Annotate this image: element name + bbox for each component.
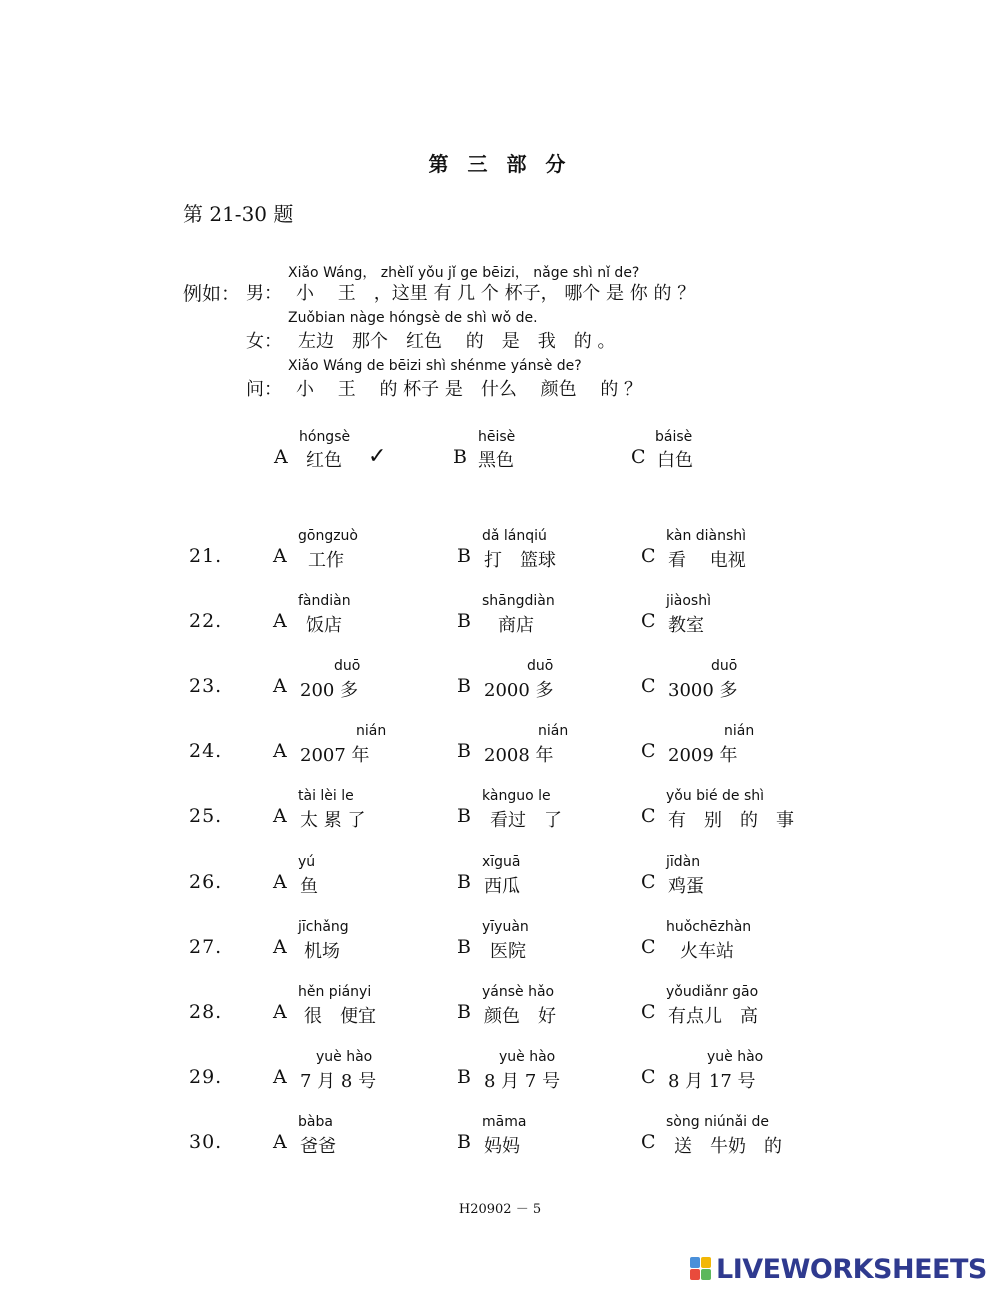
option-c-letter: C (641, 1001, 656, 1023)
option-a-text: 机场 (304, 941, 340, 962)
option-c-text: 火车站 (680, 941, 734, 962)
option-b-letter: B (457, 805, 471, 827)
example-pinyin-3: Xiǎo Wáng de bēizi shì shénme yánsè de? (288, 358, 582, 374)
option-c-pinyin: nián (724, 723, 755, 739)
example-text-2: 左边 那个 红色 的 是 我 的 。 (298, 331, 616, 352)
option-b-text: 8 月 7 号 (484, 1071, 561, 1092)
option-a-text: 饭店 (306, 615, 342, 636)
option-a-text: 7 月 8 号 (300, 1071, 377, 1092)
option-c-pinyin: yuè hào (707, 1049, 764, 1065)
example-option-a-text: 红色 (306, 450, 342, 471)
option-b-pinyin: xīguā (482, 854, 521, 870)
option-a-letter: A (273, 610, 287, 632)
liveworksheets-logo-icon (690, 1257, 712, 1281)
option-b-pinyin: duō (527, 658, 554, 674)
option-c-letter: C (641, 545, 656, 567)
option-c-text: 教室 (668, 615, 704, 636)
example-option-b-text: 黑色 (478, 450, 514, 471)
option-a-pinyin: nián (356, 723, 387, 739)
option-a-pinyin: yú (298, 854, 316, 870)
option-b-pinyin: māma (482, 1114, 527, 1130)
option-b-letter: B (457, 545, 471, 567)
option-c-letter: C (641, 740, 656, 762)
option-a-text: 太 累 了 (300, 810, 366, 831)
checkmark-icon: ✓ (368, 444, 387, 469)
option-c-pinyin: sòng niúnǎi de (666, 1114, 769, 1130)
option-b-text: 看过 了 (490, 810, 562, 831)
example-option-a-pinyin: hóngsè (299, 429, 351, 445)
option-c-pinyin: jīdàn (666, 854, 701, 870)
question-number: 29. (189, 1066, 223, 1088)
question-number: 23. (189, 675, 223, 697)
option-c-pinyin: jiàoshì (666, 593, 711, 609)
option-b-letter: B (457, 740, 471, 762)
option-b-pinyin: yánsè hǎo (482, 984, 555, 1000)
option-b-letter: B (457, 610, 471, 632)
option-b-letter: B (457, 936, 471, 958)
logo-text: LIVEWORKSHEETS (716, 1253, 987, 1285)
option-c-pinyin: yǒu bié de shì (666, 788, 765, 804)
option-c-letter: C (641, 805, 656, 827)
option-c-letter: C (641, 871, 656, 893)
example-speaker-man: 男： (246, 283, 282, 304)
question-range: 第 21-30 题 (183, 202, 294, 226)
option-b-letter: B (457, 1001, 471, 1023)
question-number: 25. (189, 805, 223, 827)
liveworksheets-logo[interactable] (690, 1254, 987, 1284)
option-a-pinyin: gōngzuò (298, 528, 358, 544)
question-number: 21. (189, 545, 223, 567)
example-option-c-pinyin: báisè (655, 429, 693, 445)
example-pinyin-1: Xiǎo Wáng， zhèlǐ yǒu jǐ ge bēizi， nǎge shì nǐ de? (288, 265, 640, 281)
example-label: 例如： (183, 283, 241, 305)
option-c-pinyin: huǒchēzhàn (666, 919, 752, 935)
option-c-text: 有 别 的 事 (668, 810, 794, 831)
option-b-pinyin: shāngdiàn (482, 593, 555, 609)
example-option-a-letter: A (274, 446, 288, 468)
option-b-text: 医院 (490, 941, 526, 962)
example-speaker-woman: 女： (246, 331, 282, 352)
option-a-letter: A (273, 1131, 287, 1153)
section-title: 第 三 部 分 (428, 152, 572, 176)
page-footer: H20902 － 5 (458, 1202, 542, 1217)
option-a-text: 很 便宜 (304, 1006, 376, 1027)
option-a-letter: A (273, 1066, 287, 1088)
question-number: 26. (189, 871, 223, 893)
option-a-pinyin: fàndiàn (298, 593, 351, 609)
option-a-text: 200 多 (300, 680, 359, 701)
question-number: 28. (189, 1001, 223, 1023)
option-a-pinyin: tài lèi le (298, 788, 354, 804)
question-number: 30. (189, 1131, 223, 1153)
example-pinyin-2: Zuǒbian nàge hóngsè de shì wǒ de. (288, 310, 538, 326)
option-b-letter: B (457, 1066, 471, 1088)
option-a-text: 鱼 (300, 876, 318, 897)
option-a-pinyin: duō (334, 658, 361, 674)
option-c-letter: C (641, 936, 656, 958)
option-c-text: 8 月 17 号 (668, 1071, 756, 1092)
option-b-pinyin: dǎ lánqiú (482, 528, 547, 544)
option-b-pinyin: yīyuàn (482, 919, 529, 935)
example-text-3: 小 王 的 杯子 是 什么 颜色 的 ？ (296, 379, 643, 400)
option-b-text: 打 篮球 (484, 550, 556, 571)
question-number: 22. (189, 610, 223, 632)
option-c-text: 鸡蛋 (668, 876, 704, 897)
option-a-letter: A (273, 675, 287, 697)
option-a-letter: A (273, 936, 287, 958)
option-b-text: 2008 年 (484, 745, 554, 766)
option-b-pinyin: kànguo le (482, 788, 551, 804)
option-a-pinyin: bàba (298, 1114, 333, 1130)
option-a-letter: A (273, 740, 287, 762)
option-b-pinyin: nián (538, 723, 569, 739)
option-c-text: 3000 多 (668, 680, 738, 701)
example-speaker-question: 问： (246, 379, 282, 400)
option-a-letter: A (273, 871, 287, 893)
option-c-text: 2009 年 (668, 745, 738, 766)
option-a-letter: A (273, 805, 287, 827)
question-number: 24. (189, 740, 223, 762)
option-c-letter: C (641, 610, 656, 632)
option-b-text: 颜色 好 (484, 1006, 556, 1027)
example-option-c-letter: C (631, 446, 646, 468)
option-b-pinyin: yuè hào (499, 1049, 556, 1065)
option-a-pinyin: jīchǎng (298, 919, 349, 935)
example-text-1: 小 王 ，这里 有 几 个 杯子， 哪个 是 你 的 ？ (296, 283, 696, 304)
option-a-text: 爸爸 (300, 1136, 336, 1157)
option-c-letter: C (641, 1066, 656, 1088)
option-b-text: 西瓜 (484, 876, 520, 897)
option-c-pinyin: duō (711, 658, 738, 674)
option-b-text: 商店 (498, 615, 534, 636)
option-c-text: 送 牛奶 的 (674, 1136, 782, 1157)
option-c-letter: C (641, 1131, 656, 1153)
option-a-pinyin: yuè hào (316, 1049, 373, 1065)
question-number: 27. (189, 936, 223, 958)
option-a-pinyin: hěn piányi (298, 984, 372, 1000)
option-b-text: 妈妈 (484, 1136, 520, 1157)
option-b-letter: B (457, 871, 471, 893)
example-option-b-pinyin: hēisè (478, 429, 516, 445)
option-a-letter: A (273, 545, 287, 567)
option-c-letter: C (641, 675, 656, 697)
option-b-letter: B (457, 1131, 471, 1153)
option-a-text: 2007 年 (300, 745, 370, 766)
example-option-c-text: 白色 (657, 450, 693, 471)
option-b-text: 2000 多 (484, 680, 554, 701)
option-a-letter: A (273, 1001, 287, 1023)
option-c-text: 有点儿 高 (668, 1006, 758, 1027)
option-c-pinyin: yǒudiǎnr gāo (666, 984, 759, 1000)
option-a-text: 工作 (308, 550, 344, 571)
option-c-pinyin: kàn diànshì (666, 528, 747, 544)
option-b-letter: B (457, 675, 471, 697)
example-option-b-letter: B (453, 446, 467, 468)
option-c-text: 看 电视 (668, 550, 746, 571)
